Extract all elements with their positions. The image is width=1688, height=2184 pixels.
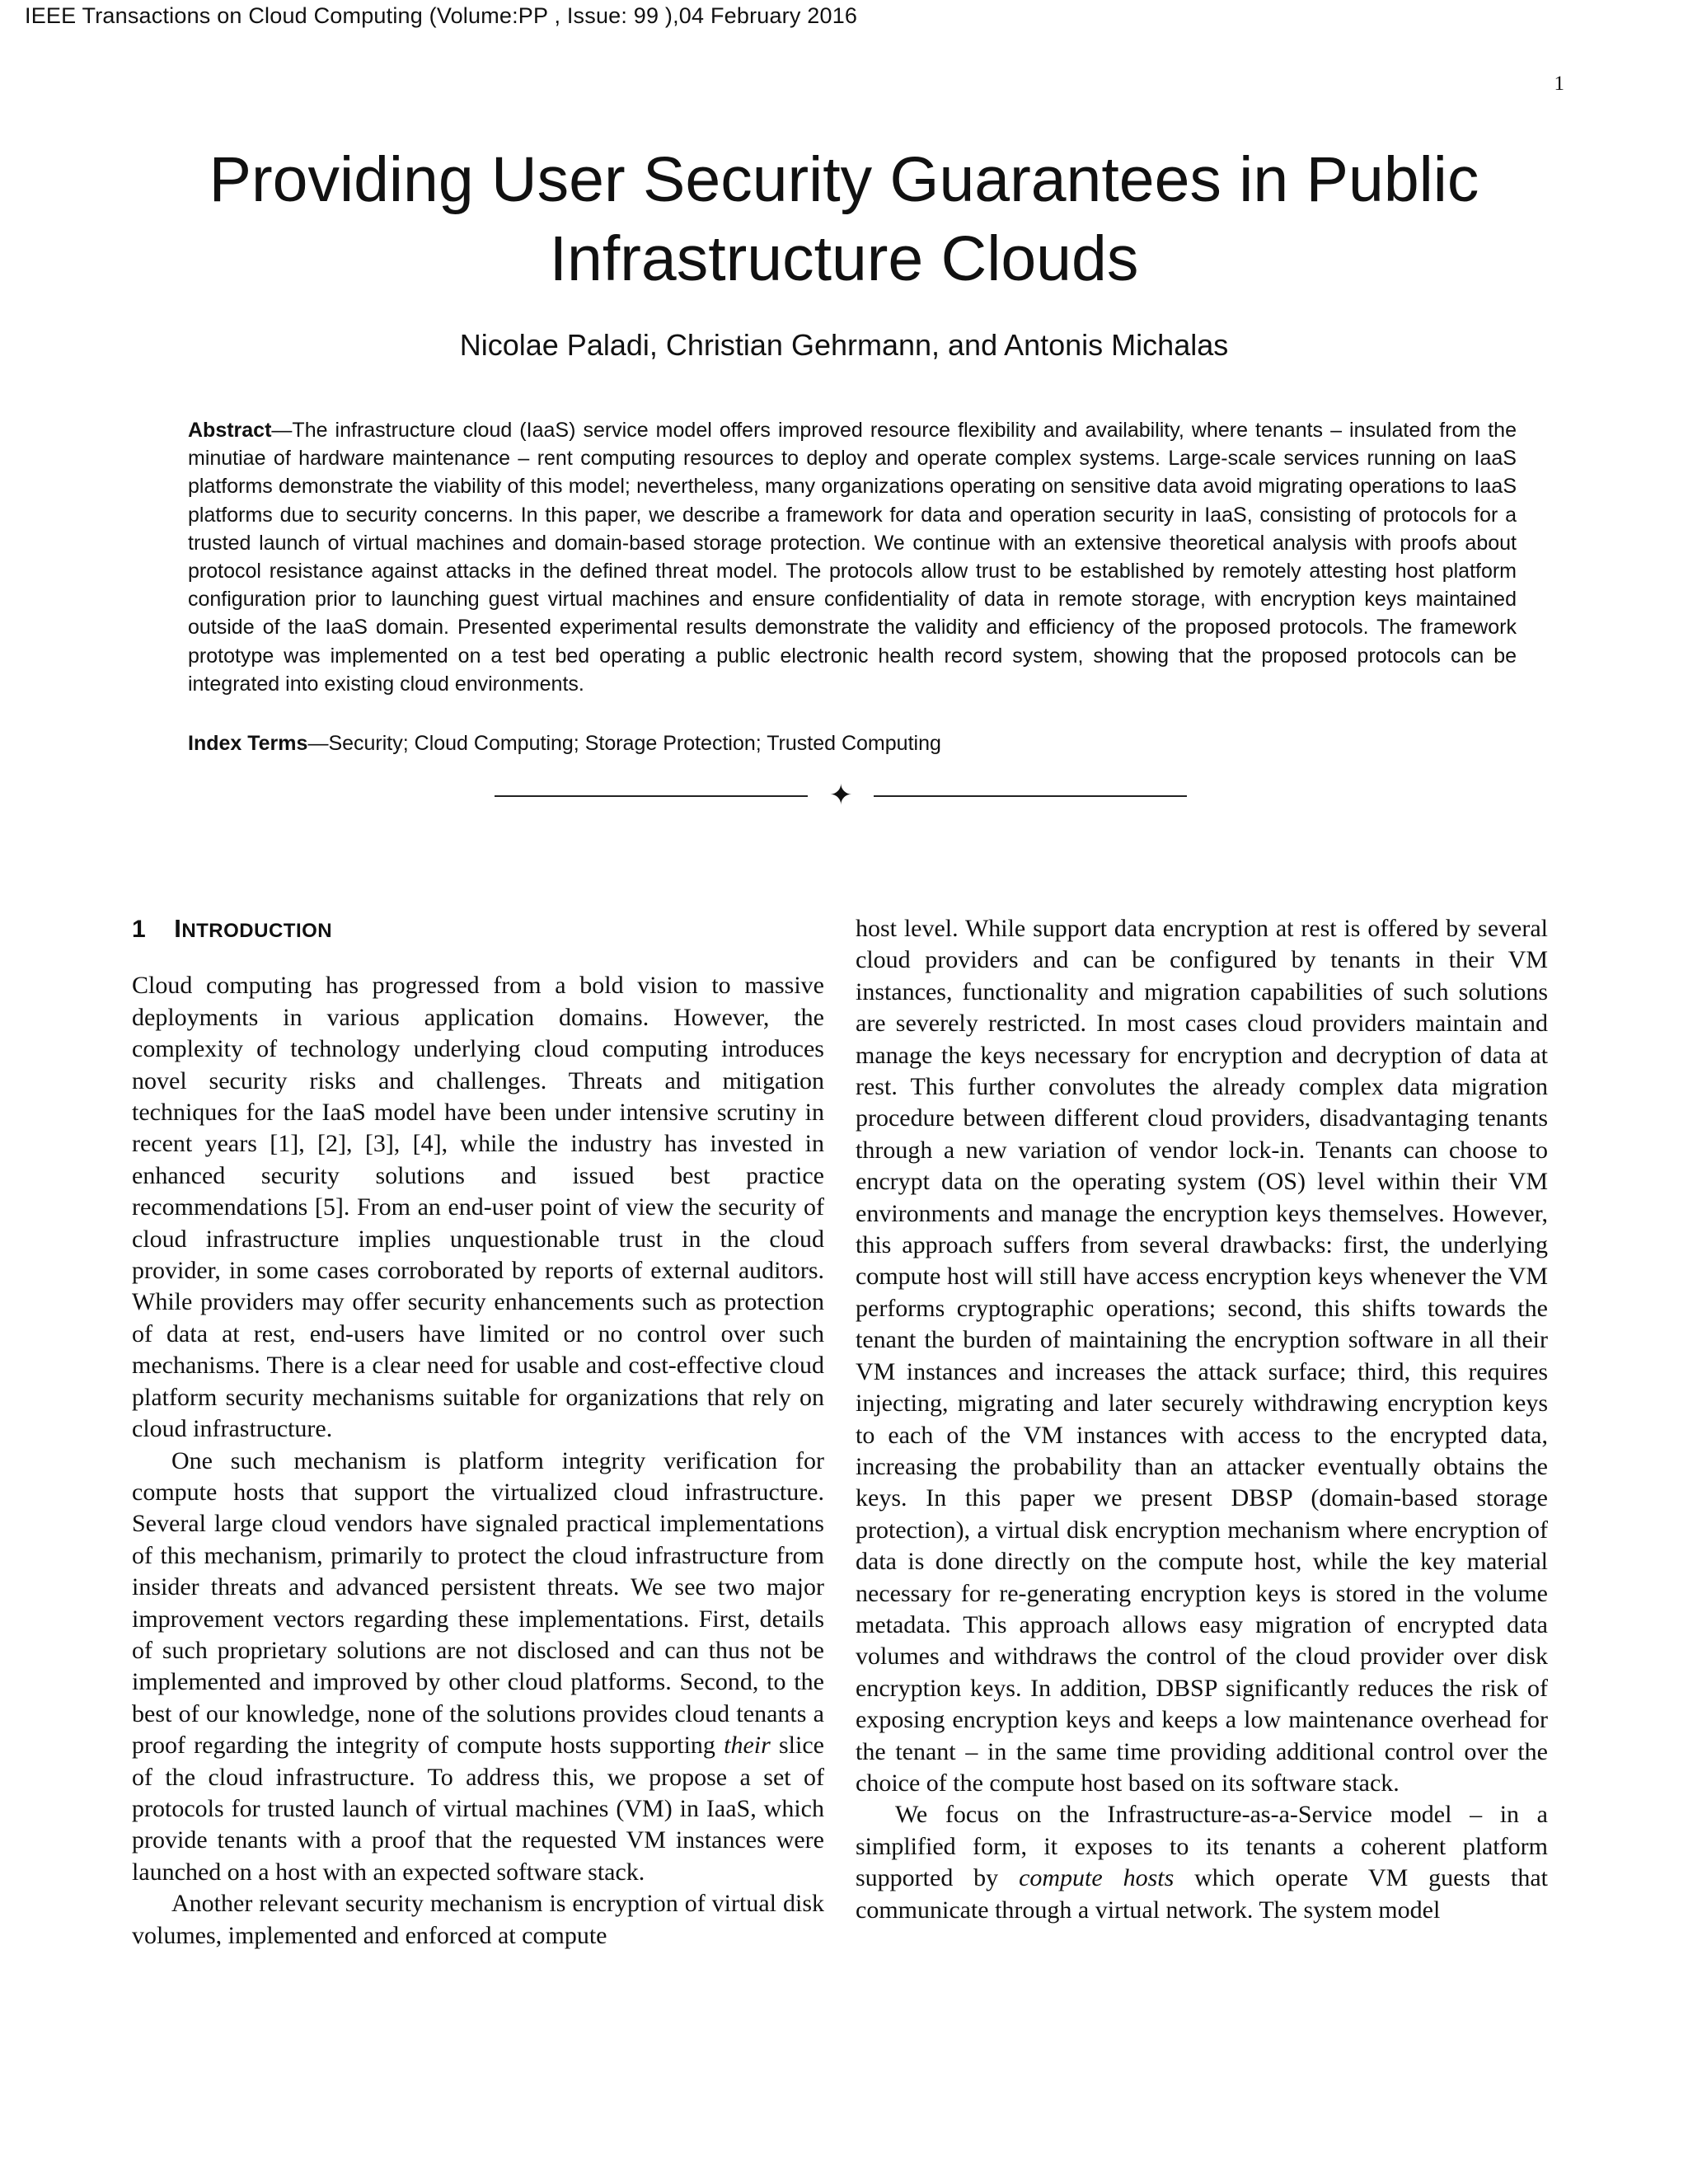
emphasis-text: compute hosts [1019,1864,1175,1892]
divider-line-left [495,795,808,797]
abstract [188,416,1517,698]
emphasis-text: their [724,1732,771,1760]
paper-title: Providing User Security Guarantees in Public Infrastructure Clouds [209,144,1479,294]
paragraph [856,1799,1548,1926]
divider-line-right [874,795,1187,797]
section-number: 1 [132,916,147,943]
paragraph [132,1446,824,1889]
authors: Nicolae Paladi, Christian Gehrmann, and Antonis Michalas [459,328,1229,362]
index-terms [188,732,1517,756]
paragraph: Another relevant security mechanism is encryption of virtual disk volumes, implemented and enforced at compute [132,1890,824,1949]
section-heading-introduction [132,913,824,947]
paragraph: Cloud computing has progressed from a bold vision to massive deployments in various application domains. However, the complexity of technology underlying cloud computing introduces novel security risks and challenges. Threats and mitigation techniques for the IaaS model have been under intensive scrutiny in recent years [1], [2], [3], [4], while the industry has invested in enhanced security solutions and issued best practice recommendations [5]. From an end-user point of view the security of cloud infrastructure implies unquestionable trust in the cloud provider, in some cases corroborated by reports of external auditors. While providers may offer security enhancements such as protection of data at rest, end-users have limited or no control over such mechanisms. There is a clear need for usable and cost-effective cloud platform security mechanisms suitable for organizations that rely on cloud infrastructure. [132,972,824,1443]
right-column [856,913,1548,1926]
abstract-text: —The infrastructure cloud (IaaS) service model offers improved resource flexibility and availability, where tenants – insulated from the minutiae of hardware maintenance – rent computing resources to deploy and operate complex systems. Large-scale services running on IaaS platforms demonstrate the viability of this model; nevertheless, many organizations operating on sensitive data avoid migrating operations to IaaS platforms due to security concerns. In this paper, we describe a framework for data and operation security in IaaS, consisting of protocols for a trusted launch of virtual machines and domain-based storage protection. We continue with an extensive theoretical analysis with proofs about protocol resistance against attacks in the defined threat model. The protocols allow trust to be established by remotely attesting host platform configuration prior to launching guest virtual machines and ensure confidentiality of data in remote storage, with encryption keys maintained outside of the IaaS domain. Presented experimental results demonstrate the validity and efficiency of the proposed protocols. The framework prototype was implemented on a test bed operating a public electronic health record system, showing that the proposed protocols can be integrated into existing cloud environments. [188,419,1517,696]
paragraph: host level. While support data encryption at rest is offered by several cloud providers and can be configured by tenants in their VM instances, functionality and migration capabilities of such solutions are severely restricted. In most cases cloud providers maintain and manage the keys necessary for encryption and decryption of data at rest. This further convolutes the already complex data migration procedure between different cloud providers, disadvantaging tenants through a new variation of vendor lock-in. Tenants can choose to encrypt data on the operating system (OS) level within their VM environments and manage the encryption keys themselves. However, this approach suffers from several drawbacks: first, the underlying compute host will still have access encryption keys whenever the VM performs cryptographic operations; second, this shifts towards the tenant the burden of maintaining the encryption software in all their VM instances and increases the attack surface; third, this requires injecting, migrating and later securely withdrawing encryption keys to each of the VM instances with access to the encrypted data, increasing the probability than an attacker eventually obtains the keys. In this paper we present DBSP (domain-based storage protection), a virtual disk encryption mechanism where encryption of data is done directly on the compute host, while the key material necessary for re-generating encryption keys is stored in the volume metadata. This approach allows easy migration of encrypted data volumes and withdraws the control of the cloud provider over disk encryption keys. In addition, DBSP significantly reduces the risk of exposing encryption keys and keeps a low maintenance overhead for the tenant – in the same time providing additional control over the choice of the compute host based on its software stack. [856,915,1548,1797]
section-title-initial: I [174,914,182,943]
index-terms-label: Index Terms [188,732,308,755]
left-column [132,913,824,1952]
page-number: 1 [1554,73,1564,95]
divider-diamond-icon: ✦ [829,779,853,812]
paragraph-text: which operate VM guests that communicate through a virtual network. The system model [856,1864,1548,1924]
abstract-label: Abstract [188,419,272,442]
section-title-rest: NTRODUCTION [181,920,333,942]
paragraph-text: slice of the cloud infrastructure. To address this, we propose a set of protocols for trusted launch of virtual machines (VM) in IaaS, which provide tenants with a proof that the requested VM instances were launched on a host with an expected software stack. [132,1732,824,1886]
paragraph-text: One such mechanism is platform integrity verification for compute hosts that support the virtualized cloud infrastructure. Several large cloud vendors have signaled practical implementations of this mechanism, primarily to protect the cloud infrastructure from insider threats and advanced persistent threats. We see two major improvement vectors regarding these implementations. First, details of such proprietary solutions are not disclosed and can thus not be implemented and improved by other cloud platforms. Second, to the best of our knowledge, none of the solutions provides cloud tenants a proof regarding the integrity of compute hosts supporting [132,1446,824,1760]
journal-header: IEEE Transactions on Cloud Computing (Volume:PP , Issue: 99 ),04 February 2016 [25,3,858,28]
paragraph-text: We focus on the Infrastructure-as-a-Service model – in a simplified form, it exposes to its tenants a coherent platform supported by [856,1801,1548,1892]
index-terms-text: —Security; Cloud Computing; Storage Protection; Trusted Computing [307,732,941,755]
section-divider [495,779,1187,812]
